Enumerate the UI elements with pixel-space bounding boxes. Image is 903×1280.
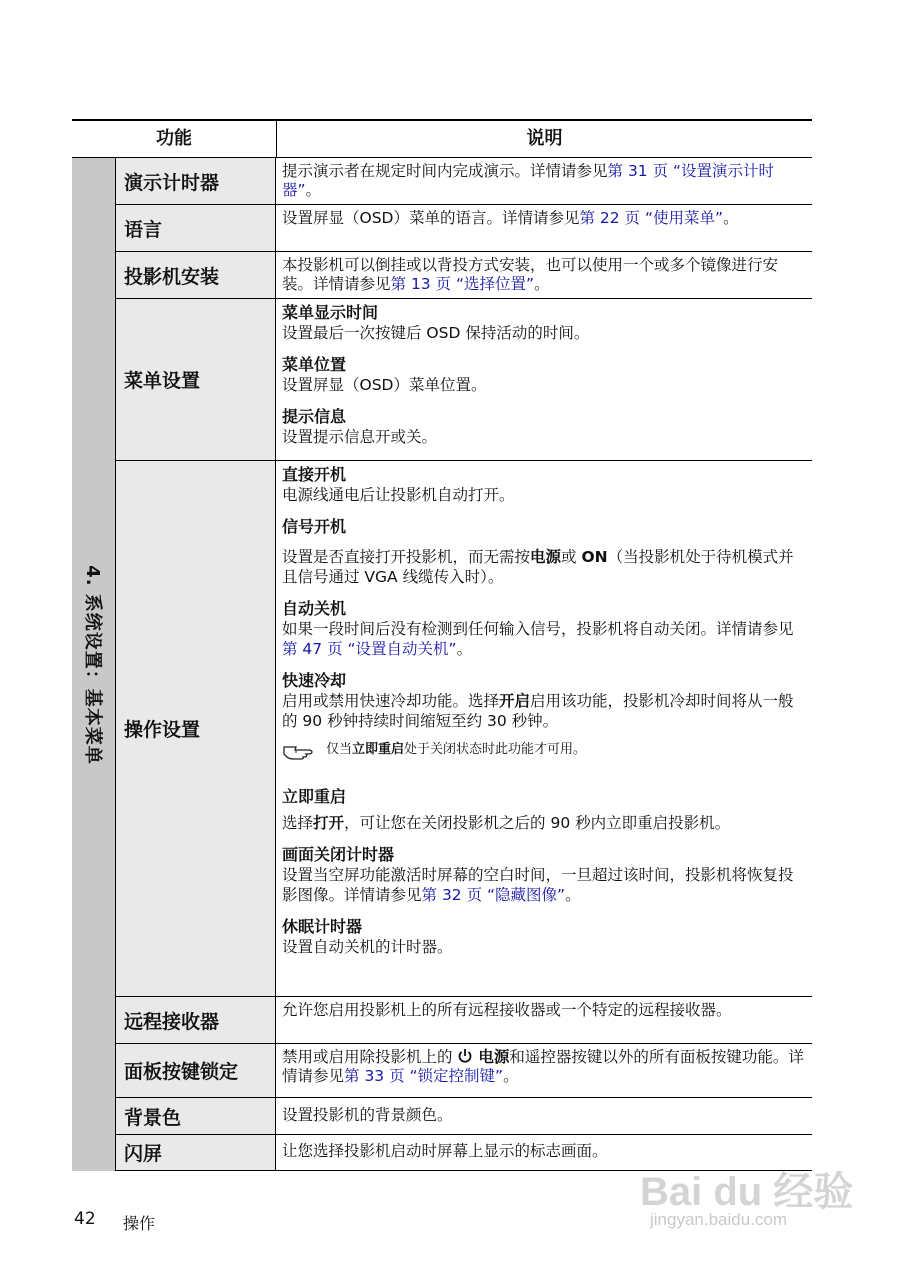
text-part: 。 xyxy=(565,886,581,904)
function-name: 投影机安装 xyxy=(116,252,276,298)
function-description xyxy=(276,158,812,204)
text-part: 和遥控器按键以外的所有面板按键功能。详情请参见 xyxy=(282,1048,804,1085)
subitem-title: 菜单位置 xyxy=(282,355,347,374)
subitem-text: 设置屏显（OSD）菜单位置。 xyxy=(282,376,487,394)
section-label: 4. 系统设置：基本菜单 xyxy=(81,564,103,765)
text-part: 仅当 xyxy=(326,742,353,757)
header-function: 功能 xyxy=(72,121,277,157)
description-end: 。 xyxy=(534,275,550,293)
description-end: 。 xyxy=(723,209,739,227)
subitem-text xyxy=(282,865,804,905)
subitem-title: 直接开机 xyxy=(282,465,347,484)
subitem-text: 电源线通电后让投影机自动打开。 xyxy=(282,486,515,504)
note xyxy=(282,741,804,761)
subitem-text: 设置自动关机的计时器。 xyxy=(282,938,453,956)
table-row xyxy=(116,299,812,461)
function-name: 演示计时器 xyxy=(116,158,276,204)
text-part: 启用该功能，投影机冷却时间将从一般的 90 秒钟持续时间缩短至约 30 秒钟。 xyxy=(282,692,794,730)
text-part: 禁用或启用除投影机上的 xyxy=(282,1048,453,1066)
subitem-text: 设置最后一次按键后 OSD 保持活动的时间。 xyxy=(282,324,590,342)
function-description: 允许您启用投影机上的所有远程接收器或一个特定的远程接收器。 xyxy=(282,1001,732,1019)
page-link[interactable]: 第 47 页 “设置自动关机” xyxy=(282,640,457,658)
text-part: 。 xyxy=(456,640,473,658)
function-description xyxy=(276,205,812,251)
table-row xyxy=(116,461,812,997)
section-sidebar xyxy=(72,158,116,1171)
page-number: 42 xyxy=(74,1209,96,1229)
power-key-label: 电源 xyxy=(530,548,562,566)
function-name: 闪屏 xyxy=(116,1135,276,1170)
on-option-label: 开启 xyxy=(499,692,531,710)
page-link[interactable]: 第 32 页 “隐藏图像” xyxy=(421,886,566,904)
subitem-title: 菜单显示时间 xyxy=(282,303,379,322)
function-table xyxy=(72,119,812,1171)
page-link[interactable]: 第 33 页 “锁定控制键” xyxy=(344,1067,504,1085)
table-row xyxy=(116,205,812,252)
table-row xyxy=(116,252,812,299)
subitem-title: 信号开机 xyxy=(282,517,347,536)
subitem-text: 设置提示信息开或关。 xyxy=(282,428,438,446)
function-description: 设置投影机的背景颜色。 xyxy=(282,1106,453,1124)
description-text: 本投影机可以倒挂或以背投方式安装，也可以使用一个或多个镜像进行安装。详情请参见 xyxy=(282,256,779,293)
subitem-text xyxy=(282,547,804,587)
table-row xyxy=(116,158,812,205)
power-key-label: 电源 xyxy=(478,1048,510,1066)
function-description xyxy=(276,252,812,298)
power-icon xyxy=(457,1048,473,1064)
description-text: 设置屏显（OSD）菜单的语言。详情请参见 xyxy=(282,209,580,227)
function-name: 菜单设置 xyxy=(116,299,276,460)
text-part: 处于关闭状态时此功能才可用。 xyxy=(404,742,587,757)
function-name: 语言 xyxy=(116,205,276,251)
subitem-title: 提示信息 xyxy=(282,407,347,426)
subitem-text xyxy=(282,619,804,659)
page-link[interactable]: 第 22 页 “使用菜单” xyxy=(579,209,724,227)
text-part: 设置是否直接打开投影机，而无需按 xyxy=(282,548,531,566)
on-key-label: ON xyxy=(581,548,608,566)
subitem-text xyxy=(282,691,804,731)
function-description xyxy=(276,1044,812,1097)
function-description xyxy=(276,461,812,996)
description-end: 。 xyxy=(305,181,322,199)
text-part: 或 xyxy=(561,548,577,566)
table-row xyxy=(116,1098,812,1135)
text-part: 启用或禁用快速冷却功能。选择 xyxy=(282,692,500,710)
text-part: 。 xyxy=(503,1067,519,1085)
text-part: ，可让您在关闭投影机之后的 90 秒内立即重启投影机。 xyxy=(344,814,731,832)
note-text xyxy=(326,741,586,759)
function-name: 远程接收器 xyxy=(116,997,276,1043)
subitem-title: 休眠计时器 xyxy=(282,917,363,936)
subitem-title: 画面关闭计时器 xyxy=(282,845,395,864)
table-row xyxy=(116,997,812,1044)
subitem-text xyxy=(282,813,804,833)
page-link[interactable]: 第 31 页 “设置演示计时器” xyxy=(282,162,775,199)
table-header xyxy=(72,121,812,158)
text-part: （当投影机处于待机模式并且信号通过 VGA 线缆传入时）。 xyxy=(282,548,794,586)
page-link[interactable]: 第 13 页 “选择位置” xyxy=(390,275,535,293)
text-part: 选择 xyxy=(282,814,314,832)
function-name: 操作设置 xyxy=(116,461,276,996)
watermark-url: jingyan.baidu.com xyxy=(650,1210,788,1229)
pointing-hand-icon xyxy=(282,741,326,761)
function-name: 面板按键锁定 xyxy=(116,1044,276,1097)
text-part: 设置当空屏功能激活时屏幕的空白时间，一旦超过该时间，投影机将恢复投影图像。详情请参见 xyxy=(282,866,794,904)
footer-section: 操作 xyxy=(123,1214,156,1233)
description-text: 提示演示者在规定时间内完成演示。详情请参见 xyxy=(282,162,608,180)
function-name: 背景色 xyxy=(116,1098,276,1134)
function-description xyxy=(276,299,812,460)
open-option-label: 打开 xyxy=(313,814,345,832)
table-row xyxy=(116,1044,812,1098)
subitem-title: 立即重启 xyxy=(282,787,347,806)
subitem-title: 快速冷却 xyxy=(282,671,347,690)
watermark-brand: Bai du 经验 xyxy=(640,1170,854,1214)
restart-label: 立即重启 xyxy=(352,742,405,757)
text-part: 如果一段时间后没有检测到任何输入信号，投影机将自动关闭。详情请参见 xyxy=(282,620,794,638)
header-description: 说明 xyxy=(526,128,563,149)
function-description: 让您选择投影机启动时屏幕上显示的标志画面。 xyxy=(282,1142,608,1160)
subitem-title: 自动关机 xyxy=(282,599,347,618)
watermark xyxy=(640,1160,870,1240)
